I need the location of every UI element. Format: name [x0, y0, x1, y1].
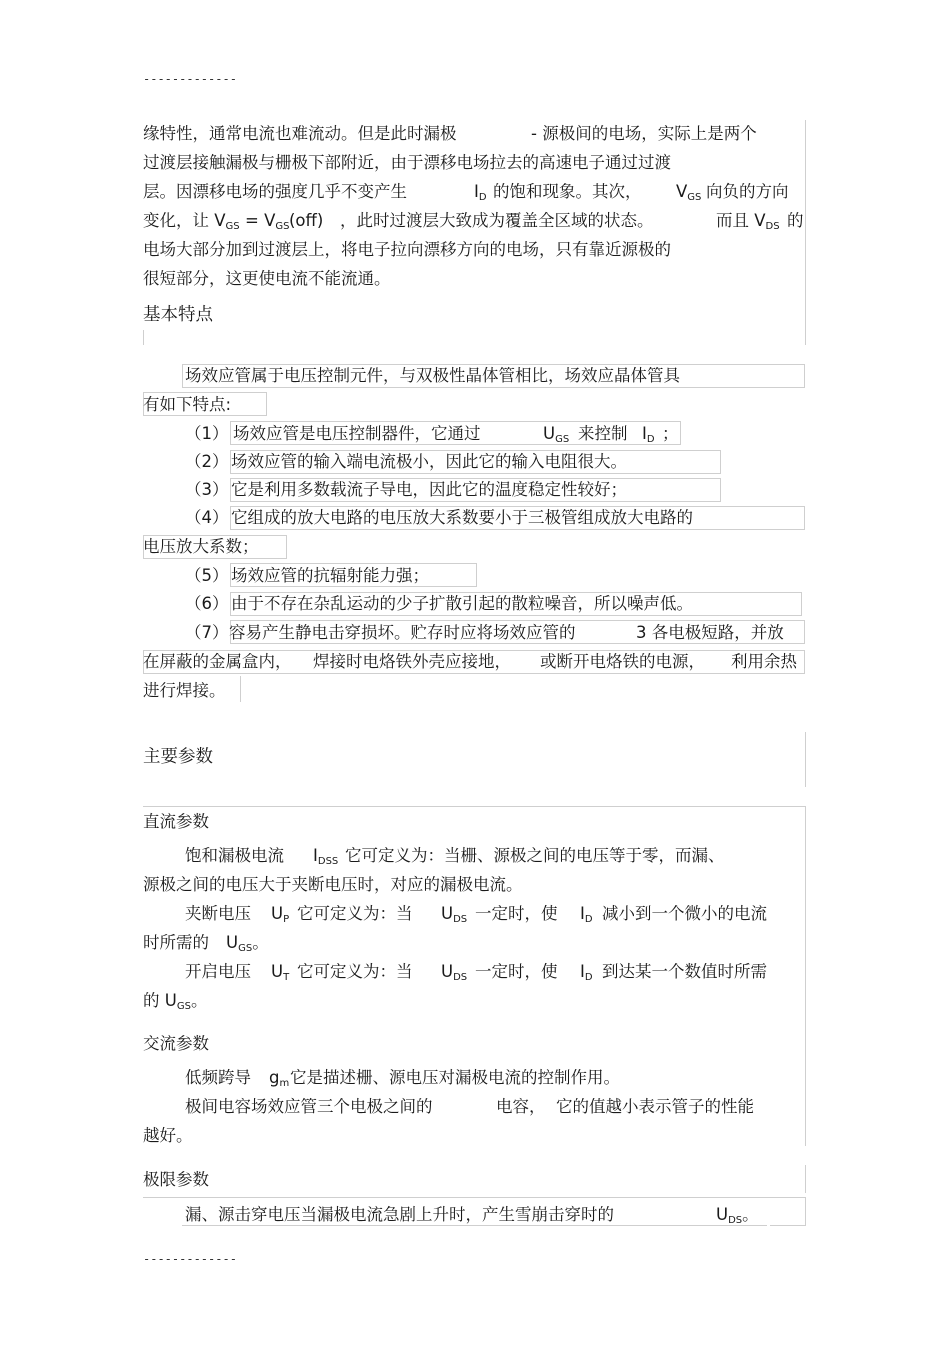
- intro-line-4e: 而且 $V_{DS}$: [716, 211, 780, 232]
- item-4-number: （4）: [185, 508, 229, 527]
- intro-line-3b: $I_D$: [474, 182, 487, 203]
- idss-definition-2: 源极之间的电压大于夹断电压时，对应的漏极电流。: [143, 875, 523, 894]
- ac-params-heading: 交流参数: [143, 1034, 209, 1053]
- item-5-text: 场效应管的抗辐射能力强；: [231, 566, 429, 585]
- cap-line2: 越好。: [143, 1126, 193, 1145]
- intro-line-3c: 的饱和现象。其次，: [493, 182, 642, 201]
- intro-line-4a: 变化，让 $V_{GS}$: [143, 211, 240, 232]
- intro-line-5: 电场大部分加到过渡层上，将电子拉向漂移方向的电场，只有靠近源极的: [143, 240, 671, 259]
- intro-line-3a: 层。因漂移电场的强度几乎不变产生: [143, 182, 407, 201]
- item-1-number: （1）: [185, 424, 229, 443]
- item-3-text: 它是利用多数载流子导电，因此它的温度稳定性较好；: [231, 480, 627, 499]
- ut-text-g: 到达某一个数值时所需: [602, 962, 767, 981]
- up-text-c: 它可定义为：当: [297, 904, 413, 923]
- item-5-number: （5）: [185, 566, 229, 585]
- basic-heading: 基本特点: [143, 305, 213, 325]
- item-1-text-c: 来控制: [578, 424, 628, 443]
- cap-text-a: 极间电容场效应管三个电极之间的: [185, 1097, 433, 1116]
- cap-text-b: 电容，: [496, 1097, 546, 1116]
- gm-symbol: $g_m$: [269, 1068, 290, 1089]
- intro-line-4f: 的: [787, 211, 804, 230]
- item-6-text: 由于不存在杂乱运动的少子扩散引起的散粒噪音，所以噪声低。: [231, 594, 693, 613]
- params-heading: 主要参数: [143, 747, 213, 767]
- frame-line: [182, 1225, 767, 1226]
- intro-line-3e: 向负的方向: [706, 182, 789, 201]
- idss-definition: 它可定义为：当栅、源极之间的电压等于零，而漏、: [345, 846, 725, 865]
- item-1-ugs: $U_{GS}$: [543, 424, 570, 445]
- item-7-line2-b: 焊接时电烙铁外壳应接地，: [313, 652, 511, 671]
- item-1-text-a: 场效应管是电压控制器件，它通过: [233, 424, 481, 443]
- ut-uds: $U_{DS}$: [441, 962, 468, 983]
- breakdown-uds: $U_{DS}$。: [716, 1205, 759, 1226]
- up-line2-ugs: $U_{GS}$。: [226, 933, 269, 954]
- item-7-line2-d: 利用余热: [731, 652, 797, 671]
- breakdown-text: 漏、源击穿电压当漏极电流急剧上升时，产生雪崩击穿时的: [185, 1205, 614, 1224]
- dc-params-heading: 直流参数: [143, 812, 209, 831]
- intro-line-4b: = $V_{GS}$: [245, 211, 290, 232]
- intro-line-4d: ，此时过渡层大致成为覆盖全区域的状态。: [340, 211, 654, 230]
- idss-symbol: $I_{DSS}$: [313, 846, 339, 867]
- up-label: 夹断电压: [185, 904, 251, 923]
- frame-line: [805, 806, 806, 1146]
- limit-params-heading: 极限参数: [143, 1170, 209, 1189]
- frame-line: [770, 1225, 806, 1226]
- ut-id: $I_D$: [580, 962, 593, 983]
- intro-line-3d: $V_{GS}$: [676, 182, 702, 203]
- basic-intro-2: 有如下特点:: [143, 395, 232, 414]
- frame-line: [805, 120, 806, 345]
- gm-definition: 它是描述栅、源电压对漏极电流的控制作用。: [290, 1068, 620, 1087]
- item-2-text: 场效应管的输入端电流极小，因此它的输入电阻很大。: [231, 452, 627, 471]
- item-1-text-e: ；: [662, 424, 679, 443]
- item-7-line2-c: 或断开电烙铁的电源，: [540, 652, 705, 671]
- cap-text-c: 它的值越小表示管子的性能: [556, 1097, 754, 1116]
- ut-label: 开启电压: [185, 962, 251, 981]
- item-2-number: （2）: [185, 452, 229, 471]
- up-line2-a: 时所需的: [143, 933, 209, 952]
- intro-line-1a: 缘特性，通常电流也难流动。但是此时漏极: [143, 124, 457, 143]
- intro-line-6: 很短部分，这更使电流不能流通。: [143, 269, 391, 288]
- item-7-text-b: 3 各电极短路，并放: [636, 623, 784, 642]
- intro-line-1b: - 源极间的电场，实际上是两个: [531, 124, 757, 143]
- frame-line: [240, 676, 241, 702]
- frame-line: [805, 1197, 806, 1225]
- frame-line: [805, 1165, 806, 1193]
- up-text-e: 一定时，使: [475, 904, 558, 923]
- item-7-line2-a: 在屏蔽的金属盒内，: [143, 652, 292, 671]
- bottom-separator: -------------: [143, 1252, 237, 1266]
- basic-intro-1: 场效应管属于电压控制元件，与双极性晶体管相比，场效应晶体管具: [185, 366, 680, 385]
- frame-line: [805, 732, 806, 787]
- ut-symbol: $U_T$: [271, 962, 290, 983]
- up-text-g: 减小到一个微小的电流: [602, 904, 767, 923]
- item-3-number: （3）: [185, 480, 229, 499]
- frame-line: [143, 1197, 806, 1198]
- intro-line-2: 过渡层接触漏极与栅极下部附近，由于漂移电场拉去的高速电子通过过渡: [143, 153, 671, 172]
- item-1-id: $I_D$: [642, 424, 655, 445]
- item-7-line3: 进行焊接。: [143, 681, 226, 700]
- item-7-text-a: 容易产生静电击穿损坏。贮存时应将场效应管的: [229, 623, 576, 642]
- item-4-text: 它组成的放大电路的电压放大系数要小于三极管组成放大电路的: [231, 508, 693, 527]
- up-symbol: $U_P$: [271, 904, 290, 925]
- gm-label: 低频跨导: [185, 1068, 251, 1087]
- idss-label: 饱和漏极电流: [185, 846, 284, 865]
- item-7-number: （7）: [185, 623, 229, 642]
- intro-line-4c: (off): [289, 211, 324, 230]
- top-separator: -------------: [143, 72, 237, 86]
- item-4-text-2: 电压放大系数；: [143, 537, 259, 556]
- frame-line: [143, 330, 144, 345]
- frame-line: [143, 806, 806, 807]
- ut-text-c: 它可定义为：当: [297, 962, 413, 981]
- ut-line2: 的 $U_{GS}$。: [143, 991, 208, 1012]
- up-uds: $U_{DS}$: [441, 904, 468, 925]
- item-6-number: （6）: [185, 594, 229, 613]
- ut-text-e: 一定时，使: [475, 962, 558, 981]
- up-id: $I_D$: [580, 904, 593, 925]
